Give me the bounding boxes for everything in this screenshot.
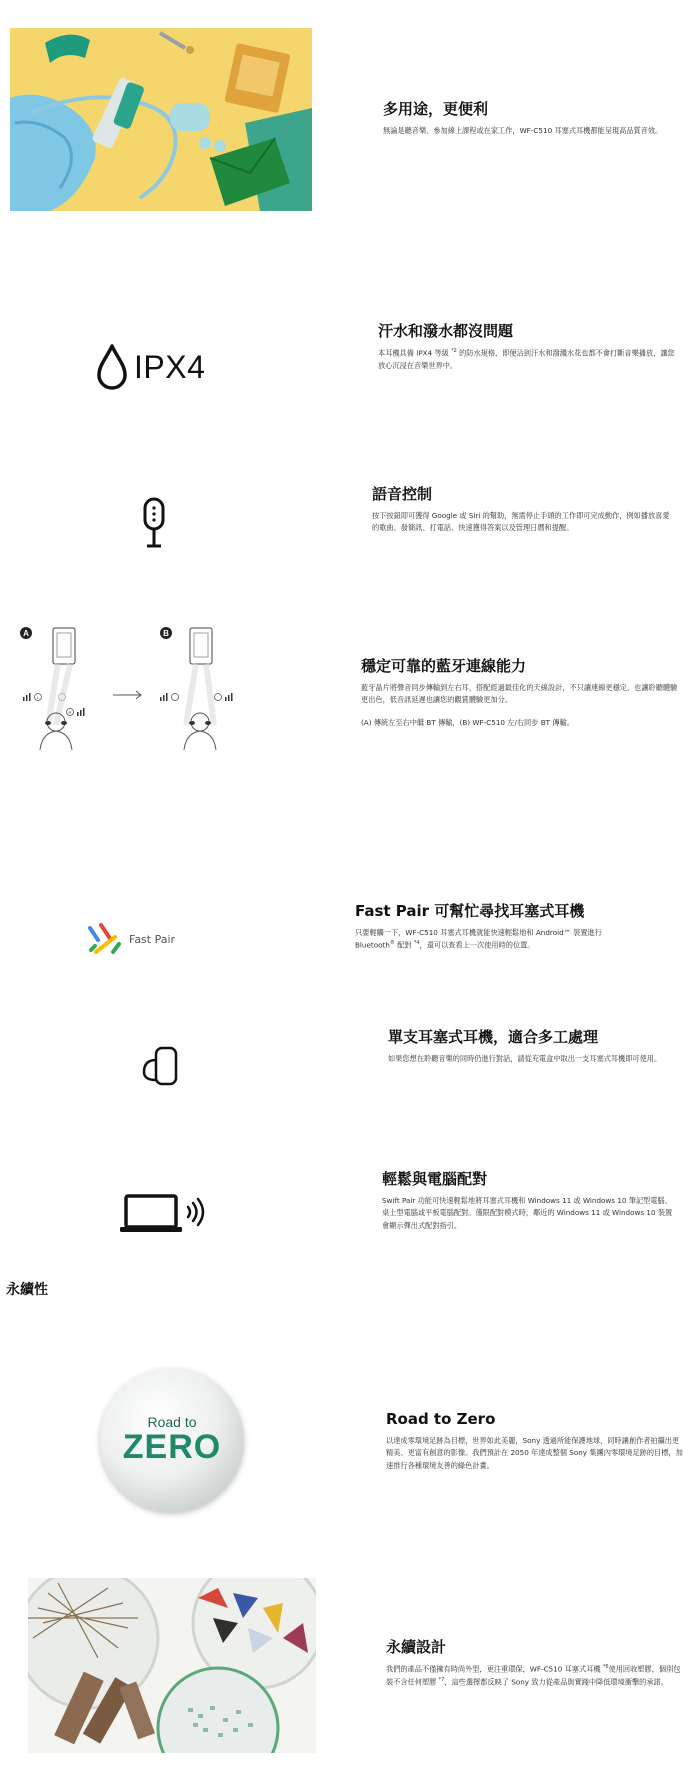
section-title: 單支耳塞式耳機，適合多工處理 [388,1028,599,1046]
microphone-icon [142,497,166,553]
section-zero [386,1410,686,1473]
section-body: Swift Pair 功能可快速輕鬆地將耳塞式耳機和 Windows 11 或 Windows 10 筆記型電腦、桌上型電腦或平板電腦配對。僅限配對模式時，鄰近的 Windows 11 或 Windows 10 裝置會顯示彈出式配對指引。 [382,1195,673,1230]
label-a: A [23,629,29,638]
fast-pair-logo-text: Fast Pair [129,932,176,946]
label-r: R [68,710,72,715]
section-title: 汗水和潑水都沒問題 [378,322,514,340]
bluetooth-diagram [18,625,238,760]
sustainability-heading: 永續性 [6,1282,48,1298]
lifestyle-illustration [10,28,312,211]
section-title: 輕鬆與電腦配對 [382,1170,488,1188]
recycled-materials-photo [28,1578,316,1753]
section-body: 無論是聽音樂、參加線上課程或在家工作，WF-C510 耳塞式耳機都能呈現高品質音效。 [383,125,663,135]
lifestyle-photo [10,28,312,211]
section-body: 如果您想在聆聽音樂的同時仍進行對話，請從充電盒中取出一支耳塞式耳機即可使用。 [388,1053,662,1063]
section-single [388,1028,683,1065]
badge-line-1: Road to [147,1414,197,1430]
section-voice [372,485,672,535]
section-bluetooth [361,657,681,736]
fast-pair-icon [85,922,123,956]
section-sweat [378,322,678,372]
badge-line-2: ZERO [122,1428,222,1466]
section-versatile [383,100,688,137]
section-body: 藍牙晶片將聲音同步傳輸到左右耳，搭配經過最佳化的天線設計，不只讓連線更穩定，也讓聆聽體驗更出色，低音訊延遲也讓您的觀賞體驗更加分。 [361,682,678,705]
section-fastpair [355,902,640,952]
section-body: 只要輕觸一下，WF-C510 耳塞式耳機就能快速輕鬆地和 Android™ 裝置進行 Bluetooth® 配對 $^{*4}$，還可以查看上一次使用時的位置。 [355,927,602,950]
section-title: 穩定可靠的藍牙連線能力 [361,657,527,675]
section-title: Road to Zero [386,1410,496,1428]
section-pc [382,1170,677,1233]
diagram-caption: (A) 傳統左至右中繼 BT 傳輸，(B) WF-C510 左/右同步 BT 傳輸。 [361,717,574,727]
section-body: 以達成零環境足跡為目標，世界如此美麗，Sony 透過所能保護地球，同時讓創作者拍攝出更精美、更富有創意的影像。我們預計在 2050 年達成整個 Sony 集團內零環境足跡的目標，加速推行各種環境友善的綠色計畫。 [386,1435,683,1470]
single-earbud-icon [140,1046,180,1090]
section-body: 本耳機具備 IPX4 等級 $^{*2}$ 的防水規格，即便沾到汗水和潑濺水花也都不會打斷音樂播放，讓您放心沉浸在音樂世界中。 [378,347,675,370]
section-body: 我們的產品不僅擁有時尚外型，更注重環保，WF-C510 耳塞式耳機 $^{*6}$使用回收塑膠，個別包裝不含任何塑膠 $^{*7}$，這些選擇都反映了 Sony 致力從產品與實踐中降低環境衝擊的承諾。 [386,1663,681,1687]
section-title: 多用途，更便利 [383,100,489,118]
water-drop-icon [95,343,129,391]
label-b: B [163,629,169,638]
section-title: 語音控制 [372,485,433,503]
section-title: Fast Pair 可幫忙尋找耳塞式耳機 [355,902,585,920]
section-body: 按下按鈕即可獲得 Google 或 Siri 的幫助，無需停止手頭的工作即可完成動作，例如播放喜愛的歌曲、發簡訊、打電話、快速獲得答案以及管理日曆和提醒。 [372,510,670,533]
ipx4-label: IPX4 [134,348,206,385]
fast-pair-logo [85,922,175,956]
label-l: L [36,695,40,700]
laptop-signal-icon [120,1193,210,1237]
section-title: 永續設計 [386,1638,447,1656]
ipx4-badge [95,342,205,392]
section-design [386,1638,686,1689]
road-to-zero-badge [100,1368,244,1512]
